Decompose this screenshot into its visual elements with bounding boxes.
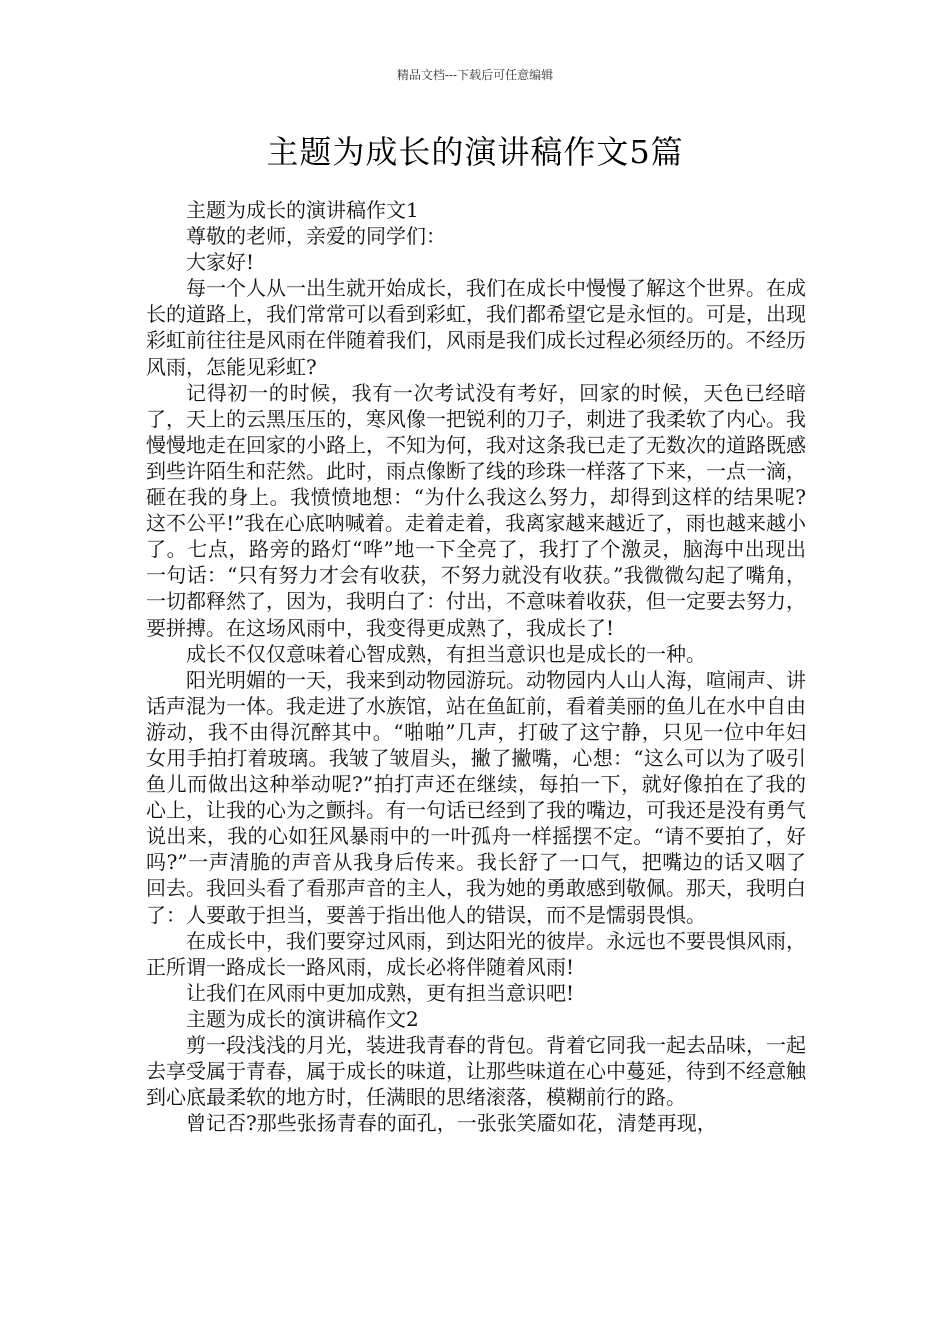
- paragraph: 成长不仅仅意味着心智成熟，有担当意识也是成长的一种。: [186, 641, 706, 666]
- document-title: 主题为成长的演讲稿作文5篇: [266, 133, 684, 171]
- paragraph: 在成长中，我们要穿过风雨，到达阳光的彼岸。永远也不要畏惧风雨，正所谓一路成长一路风雨，成长必将伴随着风雨!: [146, 928, 806, 979]
- paragraph: 每一个人从一出生就开始成长，我们在成长中慢慢了解这个世界。在成长的道路上，我们常常可以看到彩虹，我们都希望它是永恒的。可是，出现彩虹前往往是风雨在伴随着我们，风雨是我们成长过程必须经历的。不经历风雨，怎能见彩虹?: [146, 276, 806, 379]
- page-header: 精品文档---下载后可任意编辑: [396, 68, 554, 82]
- paragraph: 阳光明媚的一天，我来到动物园游玩。动物园内人山人海，喧闹声、讲话声混为一体。我走进了水族馆，站在鱼缸前，看着美丽的鱼儿在水中自由游动，我不由得沉醉其中。“啪啪”几声，打破了这宁静，只见一位中年妇女用手拍打着玻璃。我皱了皱眉头，撇了撇嘴，心想：“这么可以为了吸引鱼儿而做出这种举动呢?”拍打声还在继续，每拍一下，就好像拍在了我的心上，让我的心为之颤抖。有一句话已经到了我的嘴边，可我还是没有勇气说出来，我的心如狂风暴雨中的一叶孤舟一样摇摆不定。“请不要拍了，好吗?”一声清脆的声音从我身后传来。我长舒了一口气，把嘴边的话又咽了回去。我回头看了看那声音的主人，我为她的勇敢感到敬佩。那天，我明白了：人要敢于担当，要善于指出他人的错误，而不是懦弱畏惧。: [146, 667, 806, 927]
- document-body: [146, 197, 806, 1136]
- paragraph: 曾记否?那些张扬青春的面孔，一张张笑靥如花，清楚再现，: [186, 1111, 717, 1136]
- salutation: 尊敬的老师，亲爱的同学们：: [186, 224, 446, 249]
- paragraph: 记得初一的时候，我有一次考试没有考好，回家的时候，天色已经暗了，天上的云黑压压的，寒风像一把锐利的刀子，刺进了我柔软了内心。我慢慢地走在回家的小路上，不知为何，我对这条我已走了无数次的道路既感到些许陌生和茫然。此时，雨点像断了线的珍珠一样落了下来，一点一滴，砸在我的身上。我愤愤地想：“为什么我这么努力，却得到这样的结果呢?这不公平!”我在心底呐喊着。走着走着，我离家越来越近了，雨也越来越小了。七点，路旁的路灯“哗”地一下全亮了，我打了个激灵，脑海中出现出一句话：“只有努力才会有收获，不努力就没有收获。”我微微勾起了嘴角，一切都释然了，因为，我明白了：付出，不意味着收获，但一定要去努力，要拼搏。在这场风雨中，我变得更成熟了，我成长了!: [146, 380, 806, 640]
- section-heading-2: 主题为成长的演讲稿作文2: [186, 1006, 419, 1031]
- section-heading-1: 主题为成长的演讲稿作文1: [186, 198, 419, 222]
- paragraph: 剪一段浅浅的月光，装进我青春的背包。背着它同我一起去品味，一起去享受属于青春，属于成长的味道，让那些味道在心中蔓延，待到不经意触到心底最柔软的地方时，任满眼的思绪滚落，模糊前行的路。: [146, 1033, 806, 1110]
- paragraph: 让我们在风雨中更加成熟，更有担当意识吧!: [186, 980, 575, 1005]
- greeting: 大家好!: [186, 250, 255, 275]
